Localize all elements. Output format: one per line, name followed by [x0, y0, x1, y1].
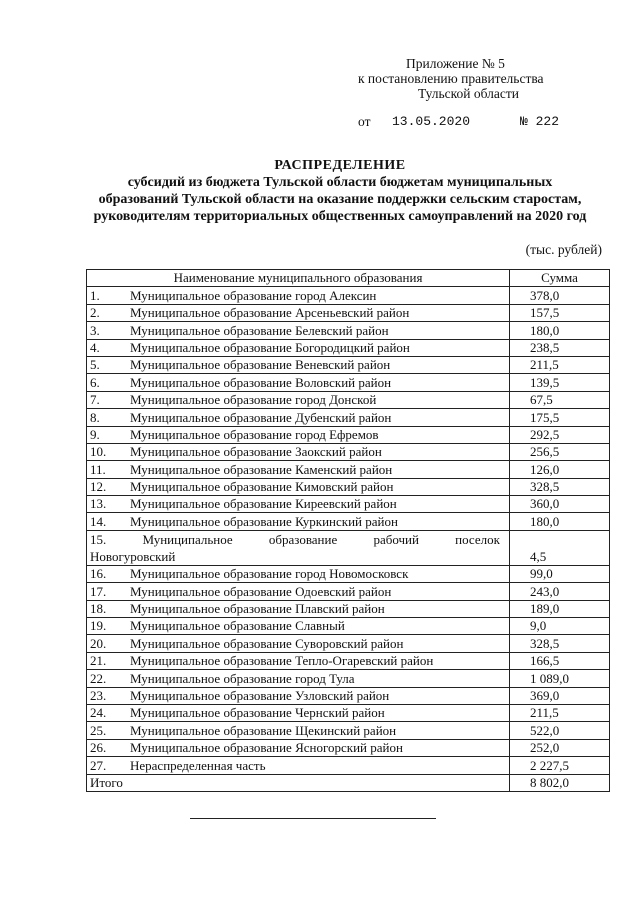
row-name-word: рабочий	[373, 531, 419, 547]
row-name-cell	[87, 635, 510, 652]
row-name: Муниципальное образование Богородицкий район	[130, 339, 410, 355]
row-name: Муниципальное образование город Алексин	[130, 287, 377, 303]
table-row	[87, 670, 610, 687]
row-number: 9.	[90, 426, 100, 442]
row-number: 21.	[90, 653, 107, 669]
row-sum: 328,5	[510, 635, 610, 652]
row-number: 2.	[90, 305, 100, 321]
row-name-cell	[87, 322, 510, 339]
row-name: Муниципальное образование Дубенский район	[130, 409, 392, 425]
row-name-cell	[87, 600, 510, 617]
row-name: Муниципальное образование город Донской	[130, 392, 377, 408]
row-name-cell	[87, 670, 510, 687]
row-sum: 211,5	[510, 704, 610, 721]
table-row	[87, 356, 610, 373]
row-number: 27.	[90, 757, 107, 773]
row-sum: 189,0	[510, 600, 610, 617]
row-number: 24.	[90, 705, 107, 721]
row-sum: 67,5	[510, 391, 610, 408]
table-row	[87, 322, 610, 339]
signature-line	[190, 818, 436, 819]
table-row	[87, 687, 610, 704]
row-sum: 238,5	[510, 339, 610, 356]
row-name-cell	[87, 757, 510, 774]
row-number: 8.	[90, 409, 100, 425]
row-sum: 252,0	[510, 739, 610, 756]
row-name: Муниципальное образование Заокский район	[130, 444, 382, 460]
row-number: 19.	[90, 618, 107, 634]
appendix-line: Тульской области	[418, 86, 519, 101]
row-name-cell	[87, 704, 510, 721]
table-row	[87, 409, 610, 426]
row-name: Муниципальное образование Белевский район	[130, 322, 389, 338]
row-name-cell	[87, 443, 510, 460]
row-name: Муниципальное образование Веневский район	[130, 357, 391, 373]
row-number: 20.	[90, 635, 107, 651]
row-name-cell	[87, 739, 510, 756]
total-label: Итого	[87, 774, 510, 791]
row-name: Муниципальное образование город Ефремов	[130, 426, 379, 442]
row-name: Муниципальное образование город Тула	[130, 670, 355, 686]
table-row	[87, 287, 610, 304]
row-sum: 522,0	[510, 722, 610, 739]
row-number: 25.	[90, 722, 107, 738]
row-number: 5.	[90, 357, 100, 373]
row-sum: 369,0	[510, 687, 610, 704]
row-name: Муниципальное образование Ясногорский район	[130, 740, 403, 756]
distribution-table	[86, 269, 610, 792]
total-row	[87, 774, 610, 791]
table-row	[87, 704, 610, 721]
row-sum: 175,5	[510, 409, 610, 426]
row-number: 18.	[90, 601, 107, 617]
row-number: 12.	[90, 479, 107, 495]
row-name: Муниципальное образование Кимовский район	[130, 479, 394, 495]
document-subtitle: субсидий из бюджета Тульской области бюджетам муниципальных образований Тульской области на оказание поддержки сельским старостам, руководителям территориальных общественных самоуправлений на 2020 год	[93, 175, 587, 224]
row-number: 22.	[90, 670, 107, 686]
row-number: 3.	[90, 322, 100, 338]
row-name-cell	[87, 339, 510, 356]
row-name-word: поселок	[455, 531, 500, 547]
document-number: № 222	[520, 114, 560, 129]
row-name-cell	[87, 618, 510, 635]
row-number: 11.	[90, 461, 106, 477]
date-prefix: от	[358, 114, 371, 129]
row-name: Муниципальное образование Киреевский район	[130, 496, 397, 512]
appendix-line: к постановлению правительства	[358, 71, 544, 86]
row-name-cell	[87, 409, 510, 426]
row-name-cell	[87, 426, 510, 443]
row-name: Муниципальное образование Тепло-Огаревский район	[130, 653, 434, 669]
row-name: Муниципальное образование Славный	[130, 618, 345, 634]
row-sum: 9,0	[510, 618, 610, 635]
table-row	[87, 583, 610, 600]
row-name-cell	[87, 687, 510, 704]
row-name-cell	[87, 565, 510, 582]
row-name-cell	[87, 722, 510, 739]
row-name-word: образование	[268, 531, 338, 547]
table-row	[87, 461, 610, 478]
row-name-cell	[87, 287, 510, 304]
document-date: 13.05.2020	[392, 114, 471, 129]
row-name-word: Муниципальное	[142, 531, 233, 547]
table-row	[87, 304, 610, 321]
row-sum: 1 089,0	[510, 670, 610, 687]
appendix-line: Приложение № 5	[406, 56, 505, 71]
row-name-cell	[87, 496, 510, 513]
table-row	[87, 443, 610, 460]
row-name: Муниципальное образование Суворовский район	[130, 635, 404, 651]
table-row	[87, 478, 610, 495]
row-sum: 157,5	[510, 304, 610, 321]
table-row	[87, 757, 610, 774]
table-row	[87, 652, 610, 669]
table-row	[87, 391, 610, 408]
table-body	[87, 287, 610, 774]
row-name: Муниципальное образование Чернский район	[130, 705, 385, 721]
row-name-cell	[87, 513, 510, 530]
table-row	[87, 426, 610, 443]
row-sum: 211,5	[510, 356, 610, 373]
row-number: 16.	[90, 566, 107, 582]
row-name-cell	[87, 391, 510, 408]
row-name: Муниципальное образование Воловский район	[130, 374, 392, 390]
row-name-cell	[87, 530, 510, 565]
table-row	[87, 722, 610, 739]
row-number: 10.	[90, 444, 107, 460]
row-sum: 328,5	[510, 478, 610, 495]
row-name: Муниципальное образование Одоевский район	[130, 583, 392, 599]
table-row	[87, 565, 610, 582]
table-row	[87, 530, 610, 565]
row-name: Муниципальное образование Арсеньевский район	[130, 305, 410, 321]
table-row	[87, 513, 610, 530]
total-sum: 8 802,0	[510, 774, 610, 791]
table-row	[87, 600, 610, 617]
units-label: (тыс. рублей)	[525, 242, 602, 257]
row-sum: 360,0	[510, 496, 610, 513]
row-name-cell	[87, 374, 510, 391]
row-sum: 243,0	[510, 583, 610, 600]
row-name-tail: Новогуровский	[90, 548, 176, 564]
row-number: 26.	[90, 740, 107, 756]
row-sum: 166,5	[510, 652, 610, 669]
document-title: РАСПРЕДЕЛЕНИЕ	[274, 158, 406, 173]
header-name: Наименование муниципального образования	[87, 270, 510, 287]
table-row	[87, 374, 610, 391]
row-name-cell	[87, 478, 510, 495]
row-name: Муниципальное образование Каменский район	[130, 461, 393, 477]
table-row	[87, 496, 610, 513]
row-sum: 99,0	[510, 565, 610, 582]
row-number: 13.	[90, 496, 107, 512]
row-number: 1.	[90, 287, 100, 303]
table-row	[87, 635, 610, 652]
row-sum: 126,0	[510, 461, 610, 478]
appendix-block	[330, 56, 590, 101]
row-sum: 139,5	[510, 374, 610, 391]
row-name: Нераспределенная часть	[130, 757, 266, 773]
row-number: 6.	[90, 374, 100, 390]
table-row	[87, 739, 610, 756]
row-name: Муниципальное образование Узловский район	[130, 687, 390, 703]
row-sum: 292,5	[510, 426, 610, 443]
table-header-row	[87, 270, 610, 287]
row-name-cell	[87, 583, 510, 600]
row-name-cell	[87, 652, 510, 669]
row-name-cell	[87, 356, 510, 373]
header-sum: Сумма	[510, 270, 610, 287]
row-sum: 256,5	[510, 443, 610, 460]
row-number: 7.	[90, 392, 100, 408]
row-sum: 4,5	[510, 530, 610, 565]
row-name-cell	[87, 304, 510, 321]
row-sum: 180,0	[510, 322, 610, 339]
row-number: 15.	[90, 531, 107, 547]
row-sum: 2 227,5	[510, 757, 610, 774]
row-name-cell	[87, 461, 510, 478]
row-number: 14.	[90, 513, 107, 529]
row-name-wrap-line	[90, 531, 506, 548]
table-row	[87, 339, 610, 356]
row-name: Муниципальное образование Плавский район	[130, 601, 385, 617]
row-number: 4.	[90, 339, 100, 355]
row-name: Муниципальное образование Щекинский район	[130, 722, 397, 738]
row-number: 23.	[90, 687, 107, 703]
table-row	[87, 618, 610, 635]
row-sum: 378,0	[510, 287, 610, 304]
row-name: Муниципальное образование Куркинский район	[130, 513, 398, 529]
row-sum: 180,0	[510, 513, 610, 530]
row-name: Муниципальное образование город Новомосковск	[130, 566, 409, 582]
row-number: 17.	[90, 583, 107, 599]
